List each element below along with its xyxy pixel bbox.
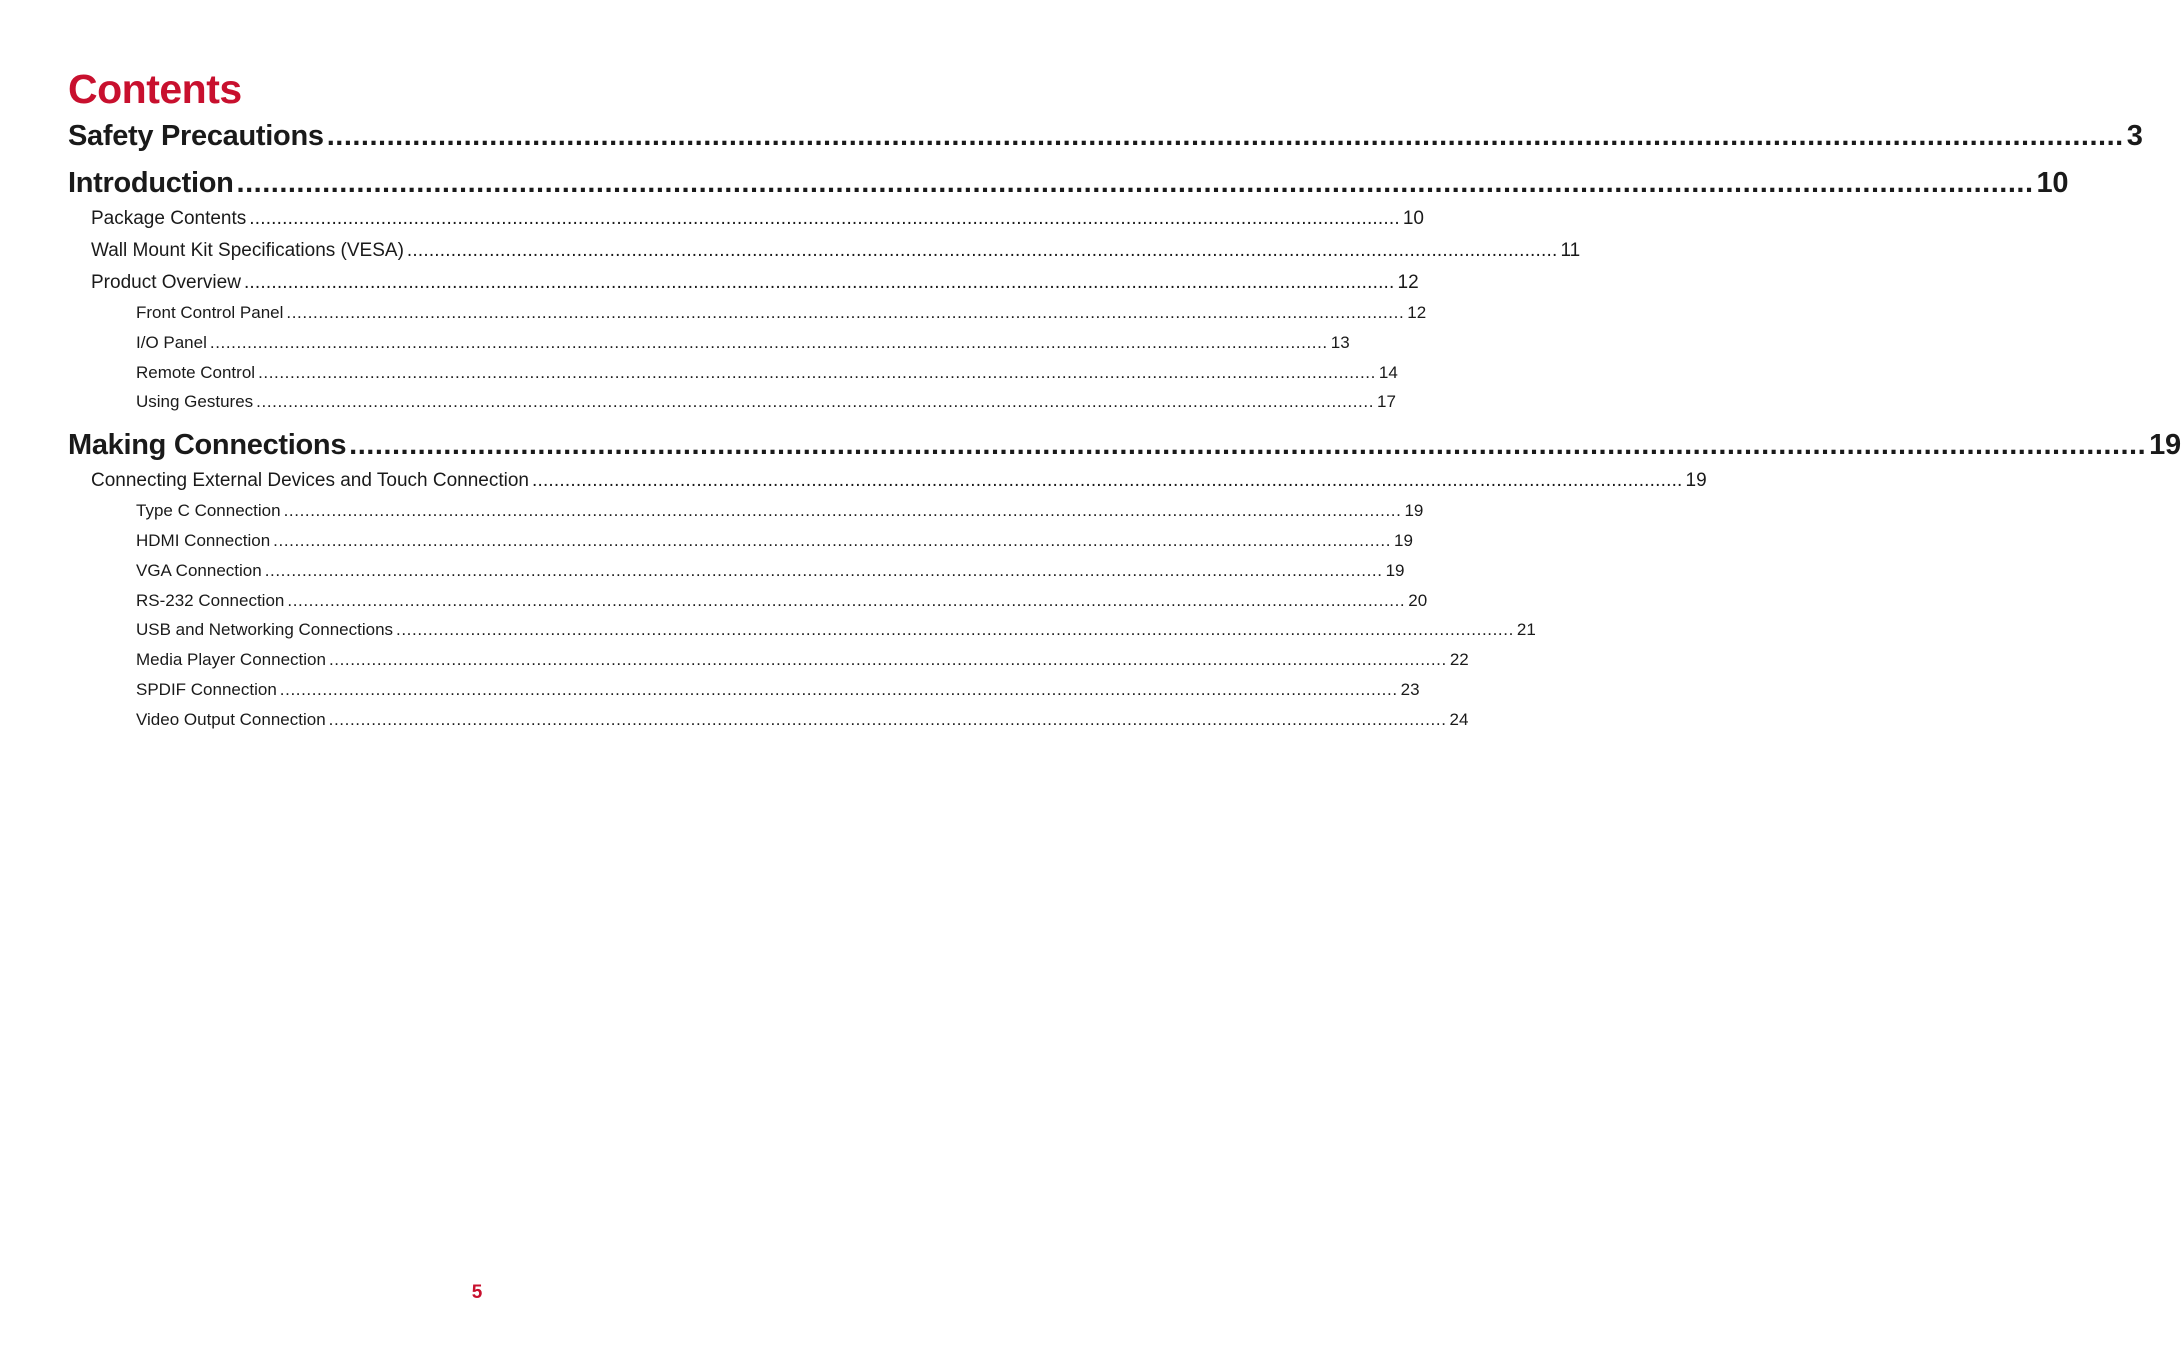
toc-entry-label: Connecting External Devices and Touch Connection xyxy=(91,470,529,491)
dot-leader: .................................................................................................................................................................................................................. xyxy=(264,561,1383,580)
toc-entry-label: HDMI Connection xyxy=(136,531,271,550)
toc-entry-safety-precautions[interactable] xyxy=(68,118,2143,154)
toc-entry-page: 20 xyxy=(1408,591,1428,610)
toc-entry-label: Front Control Panel xyxy=(136,303,284,322)
toc-entry-io-panel[interactable] xyxy=(136,331,1350,355)
toc-entry-front-control-panel[interactable] xyxy=(136,301,1427,325)
toc-entry-wall-mount-kit[interactable] xyxy=(91,238,1581,264)
toc-entry-page: 22 xyxy=(1449,650,1469,669)
toc-entry-label: VGA Connection xyxy=(136,561,262,580)
toc-entry-type-c-connection[interactable] xyxy=(136,499,1424,523)
toc-entry-page: 19 xyxy=(1394,531,1413,550)
toc-entry-connecting-external-devices[interactable] xyxy=(91,468,1707,494)
dot-leader: .................................................................................................................................................................................................................. xyxy=(531,470,1683,491)
toc-entry-vga-connection[interactable] xyxy=(136,559,1405,583)
toc-entry-label: SPDIF Connection xyxy=(136,680,277,699)
toc-entry-video-output-connection[interactable] xyxy=(136,708,1469,732)
dot-leader: .................................................................................................................................................................................................................. xyxy=(236,167,2034,199)
toc-entry-page: 3 xyxy=(2126,120,2143,152)
toc-entry-package-contents[interactable] xyxy=(91,206,1424,232)
toc-entry-usb-networking-connections[interactable] xyxy=(136,618,1536,642)
dot-leader: .................................................................................................................................................................................................................. xyxy=(209,333,1328,352)
toc-entry-spdif-connection[interactable] xyxy=(136,678,1420,702)
toc-entry-page: 14 xyxy=(1378,363,1398,382)
toc-entry-media-player-connection[interactable] xyxy=(136,648,1469,672)
toc-entry-label: Wall Mount Kit Specifications (VESA) xyxy=(91,240,404,261)
toc-entry-label: RS-232 Connection xyxy=(136,591,285,610)
toc-entry-page: 23 xyxy=(1400,680,1420,699)
toc-entry-hdmi-connection[interactable] xyxy=(136,529,1413,553)
toc-entry-using-gestures[interactable] xyxy=(136,390,1396,414)
toc-entry-label: Media Player Connection xyxy=(136,650,326,669)
dot-leader: .................................................................................................................................................................................................................. xyxy=(256,392,1375,411)
toc-entry-label: Introduction xyxy=(68,167,234,199)
toc-entry-page: 10 xyxy=(1402,208,1424,229)
toc-entry-page: 19 xyxy=(1385,561,1405,580)
dot-leader: .................................................................................................................................................................................................................. xyxy=(286,303,1405,322)
dot-leader: .................................................................................................................................................................................................................. xyxy=(328,650,1447,669)
toc-entry-page: 13 xyxy=(1330,333,1350,352)
toc-entry-introduction[interactable] xyxy=(68,165,2069,201)
toc-entry-rs232-connection[interactable] xyxy=(136,589,1428,613)
dot-leader: .................................................................................................................................................................................................................. xyxy=(326,120,2124,152)
toc-entry-page: 17 xyxy=(1377,392,1396,411)
toc-entry-label: Product Overview xyxy=(91,272,241,293)
toc-entry-page: 19 xyxy=(2149,429,2181,461)
toc-entry-label: Type C Connection xyxy=(136,501,281,520)
dot-leader: .................................................................................................................................................................................................................. xyxy=(283,501,1402,520)
toc-entry-page: 24 xyxy=(1449,710,1469,729)
toc-entry-label: Safety Precautions xyxy=(68,120,324,152)
dot-leader: .................................................................................................................................................................................................................. xyxy=(243,272,1395,293)
toc-entry-label: Making Connections xyxy=(68,429,347,461)
dot-leader: .................................................................................................................................................................................................................. xyxy=(279,680,1398,699)
toc-entry-product-overview[interactable] xyxy=(91,270,1419,296)
toc-entry-label: I/O Panel xyxy=(136,333,207,352)
toc-entry-remote-control[interactable] xyxy=(136,361,1398,385)
toc-entry-page: 19 xyxy=(1685,470,1707,491)
toc-entry-page: 21 xyxy=(1516,620,1536,639)
dot-leader: .................................................................................................................................................................................................................. xyxy=(258,363,1376,382)
toc-entry-label: Package Contents xyxy=(91,208,247,229)
toc-entry-page: 10 xyxy=(2036,167,2069,199)
toc-entry-label: Using Gestures xyxy=(136,392,254,411)
toc-entry-page: 12 xyxy=(1407,303,1427,322)
dot-leader: .................................................................................................................................................................................................................. xyxy=(406,240,1558,261)
dot-leader: .................................................................................................................................................................................................................. xyxy=(249,208,1400,229)
toc-entry-page: 19 xyxy=(1404,501,1424,520)
page-title: Contents xyxy=(68,66,242,112)
dot-leader: .................................................................................................................................................................................................................. xyxy=(328,710,1447,729)
page-number: 5 xyxy=(471,1282,483,1303)
toc-entry-label: Remote Control xyxy=(136,363,256,382)
toc-entry-label: Video Output Connection xyxy=(136,710,326,729)
toc-entry-page: 12 xyxy=(1397,272,1419,293)
toc-entry-label: USB and Networking Connections xyxy=(136,620,394,639)
toc-entry-making-connections[interactable] xyxy=(68,427,2181,463)
dot-leader: .................................................................................................................................................................................................................. xyxy=(396,620,1514,639)
dot-leader: .................................................................................................................................................................................................................. xyxy=(273,531,1392,550)
dot-leader: .................................................................................................................................................................................................................. xyxy=(349,429,2147,461)
dot-leader: .................................................................................................................................................................................................................. xyxy=(287,591,1406,610)
toc-entry-page: 11 xyxy=(1560,240,1581,261)
